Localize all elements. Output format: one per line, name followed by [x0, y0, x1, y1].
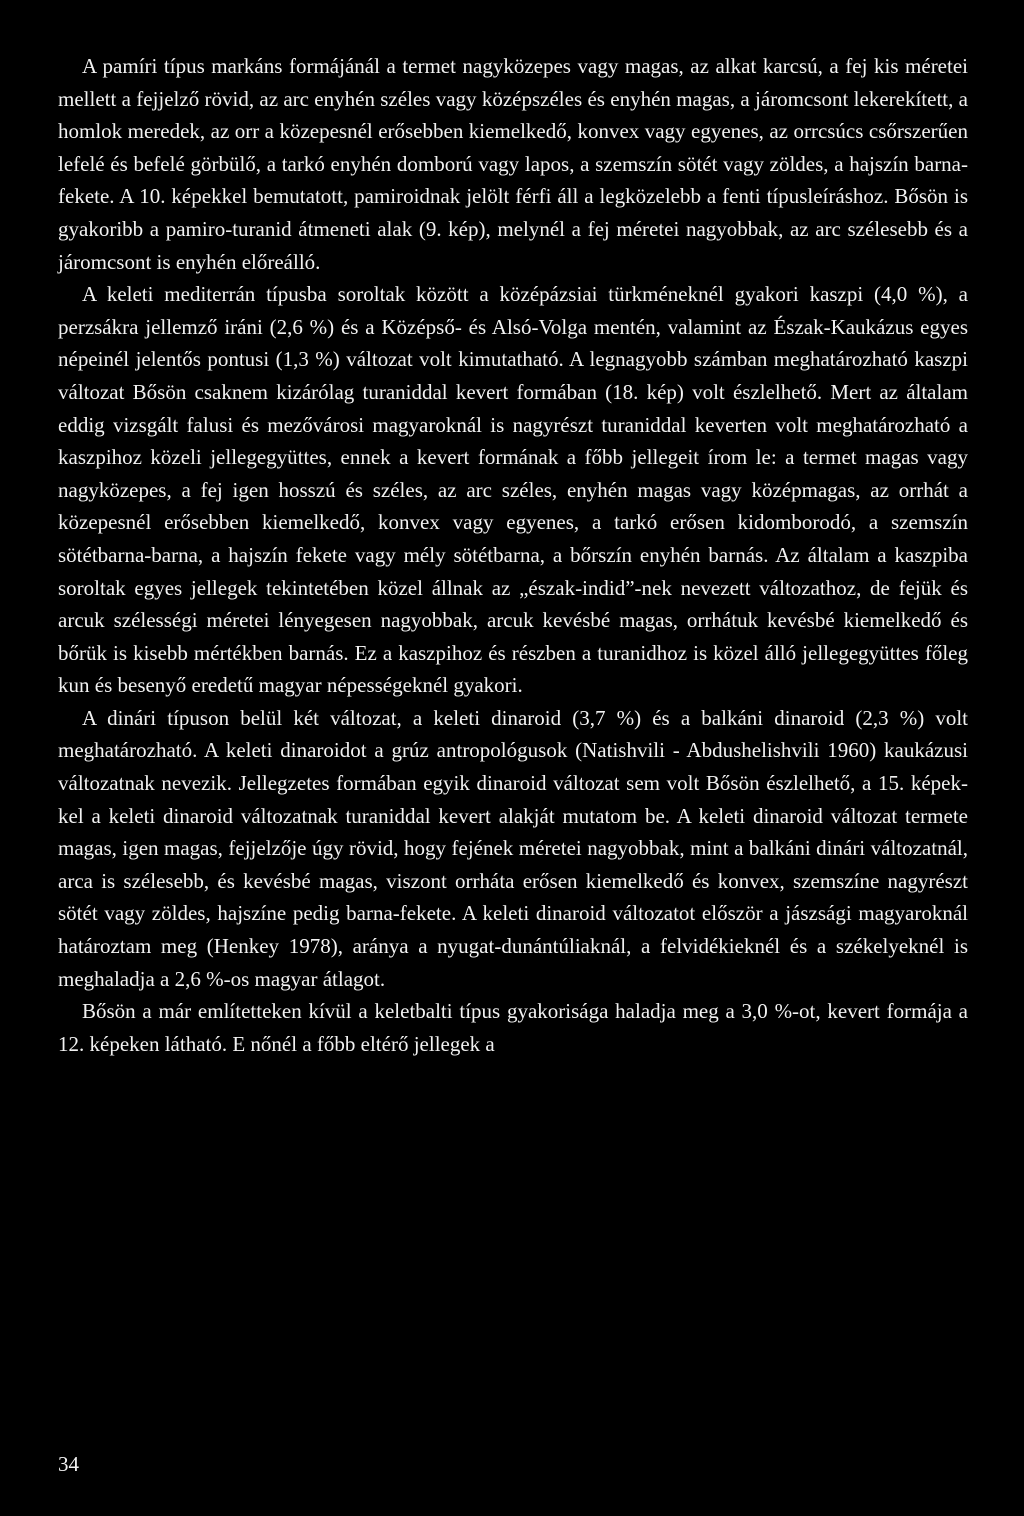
- paragraph-east-baltic-type: Bősön a már említetteken kívül a keletbalti típus gyakorisága haladja meg a 3,0 %-ot, kevert formája a 12. képeken látható. E nőnél a főbb eltérő jellegek a: [58, 999, 968, 1056]
- body-text: [58, 50, 968, 1060]
- paragraph-pamiri-type: A pamíri típus markáns formájánál a termet nagyközepes vagy magas, az alkat karcsú, a fej kis méretei mellett a fejjelző rövid, az arc enyhén széles vagy középszéles és enyhén magas, a járomcsont lekerekített, a homlok meredek, az orr a közepesnél erősebben kiemelkedő, konvex vagy egyenes, az orrcsúcs csőrszerűen lefelé és befelé görbülő, a tarkó enyhén domború vagy lapos, a szemszín sötét vagy zöldes, a hajszín barna-fekete. A 10. képekkel bemutatott, pamiroidnak jelölt férfi áll a legközelebb a fenti típusleíráshoz. Bősön is gyakoribb a pamiro-turanid átmeneti alak (9. kép), melynél a fej méretei nagyobbak, az arc szélesebb és a járomcsont is enyhén előreálló.: [58, 54, 968, 274]
- paragraph-dinaric-type: A dinári típuson belül két változat, a keleti dinaroid (3,7 %) és a balkáni dinaroid (2,3 %) volt meghatározható. A keleti dinaroidot a grúz antropológusok (Natishvili - Abdushelishvili 1960) kaukázusi változatnak nevezik. Jellegzetes formában egyik dinaroid változat sem volt Bősön észlelhető, a 15. képekkel a keleti dinaroid változatnak turaniddal kevert alakját mutatom be. A keleti dinaroid változat termete magas, igen magas, fejjelzője úgy rövid, hogy fejének méretei nagyobbak, mint a balkáni dinári változatnál, arca is szélesebb, és kevésbé magas, viszont orrháta erősen kiemelkedő és konvex, szemszíne nagyrészt sötét vagy zöldes, hajszíne pedig barna-fekete. A keleti dinaroid változatot először a jászsági magyaroknál határoztam meg (Henkey 1978), aránya a nyugat-dunántúliaknál, a felvidékieknél és a székelyeknél is meghaladja a 2,6 %-os magyar átlagot.: [58, 705, 968, 991]
- page-number: 34: [58, 1452, 79, 1476]
- paragraph-east-mediterranean-type: A keleti mediterrán típusba soroltak között a középázsiai türkméneknél gyakori kaszpi (4,0 %), a perzsákra jellemző iráni (2,6 %) és a Középső- és Alsó-Volga mentén, valamint az Észak-Kaukázus egyes népeinél jelentős pontusi (1,3 %) változat volt kimutatható. A legnagyobb számban meghatározható kaszpi változat Bősön csaknem kizárólag turaniddal kevert formában (18. kép) volt észlelhető. Mert az általam eddig vizsgált falusi és mezővárosi magyaroknál is nagyrészt turaniddal keverten volt meghatározható a kaszpihoz közeli jellegegyüttes, ennek a kevert formának a főbb jellegeit írom le: a termet magas vagy nagyközepes, a fej igen hosszú és széles, az arc széles, enyhén magas vagy középmagas, az orrhát a közepesnél erősebben kiemelkedő, konvex vagy egyenes, a tarkó erősen kidomborodó, a szemszín sötétbarna-barna, a hajszín fekete vagy mély sötétbarna, a bőrszín enyhén barnás. Az általam a kaszpiba soroltak egyes jellegek tekintetében közel állnak az „észak-indid”-nek nevezett változathoz, de fejük és arcuk szélességi méretei lényegesen nagyobbak, arcuk kevésbé magas, orrhátuk kevésbé kiemelkedő és bőrük is kisebb mértékben barnás. Ez a kaszpihoz és részben a turanidhoz is közel álló jellegegyüttes főleg kun és besenyő eredetű magyar népességeknél gyakori.: [58, 282, 968, 698]
